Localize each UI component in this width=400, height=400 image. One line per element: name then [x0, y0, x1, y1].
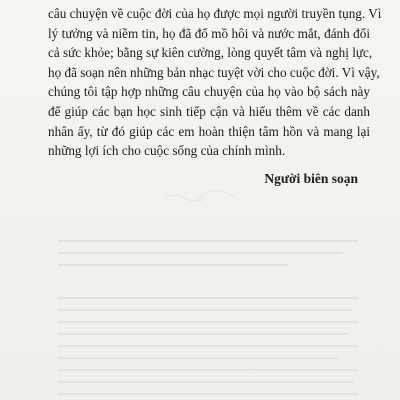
- signature: Người biên soạn: [264, 171, 358, 186]
- paragraph-line: họ đã soạn nên những bản nhạc tuyệt vời cho cuộc đời. Vì vậy,: [48, 64, 380, 80]
- body-paragraph: [48, 4, 382, 161]
- paragraph-line: chúng tôi tập hợp những câu chuyện của họ vào bộ sách này: [48, 84, 370, 100]
- show-through-ornament: [160, 186, 240, 210]
- paragraph-line: cả sức khỏe; bằng sự kiên cường, lòng quyết tâm và nghị lực,: [48, 45, 373, 61]
- paragraph-line: câu chuyện về cuộc đời của họ được mọi người truyền tụng. Vì: [48, 6, 382, 21]
- paragraph-line: để giúp các bạn học sinh tiếp cận và hiểu thêm về các danh: [48, 103, 370, 119]
- paragraph-line: những lợi ích cho cuộc sống của chính mình.: [48, 143, 286, 159]
- paragraph-line: nhân ấy, từ đó giúp các em hoàn thiện tâm hồn và mang lại: [48, 123, 370, 139]
- paragraph-line: lý tưởng và niềm tin, họ đã đổ mồ hôi và nước mắt, đánh đổi: [48, 25, 370, 41]
